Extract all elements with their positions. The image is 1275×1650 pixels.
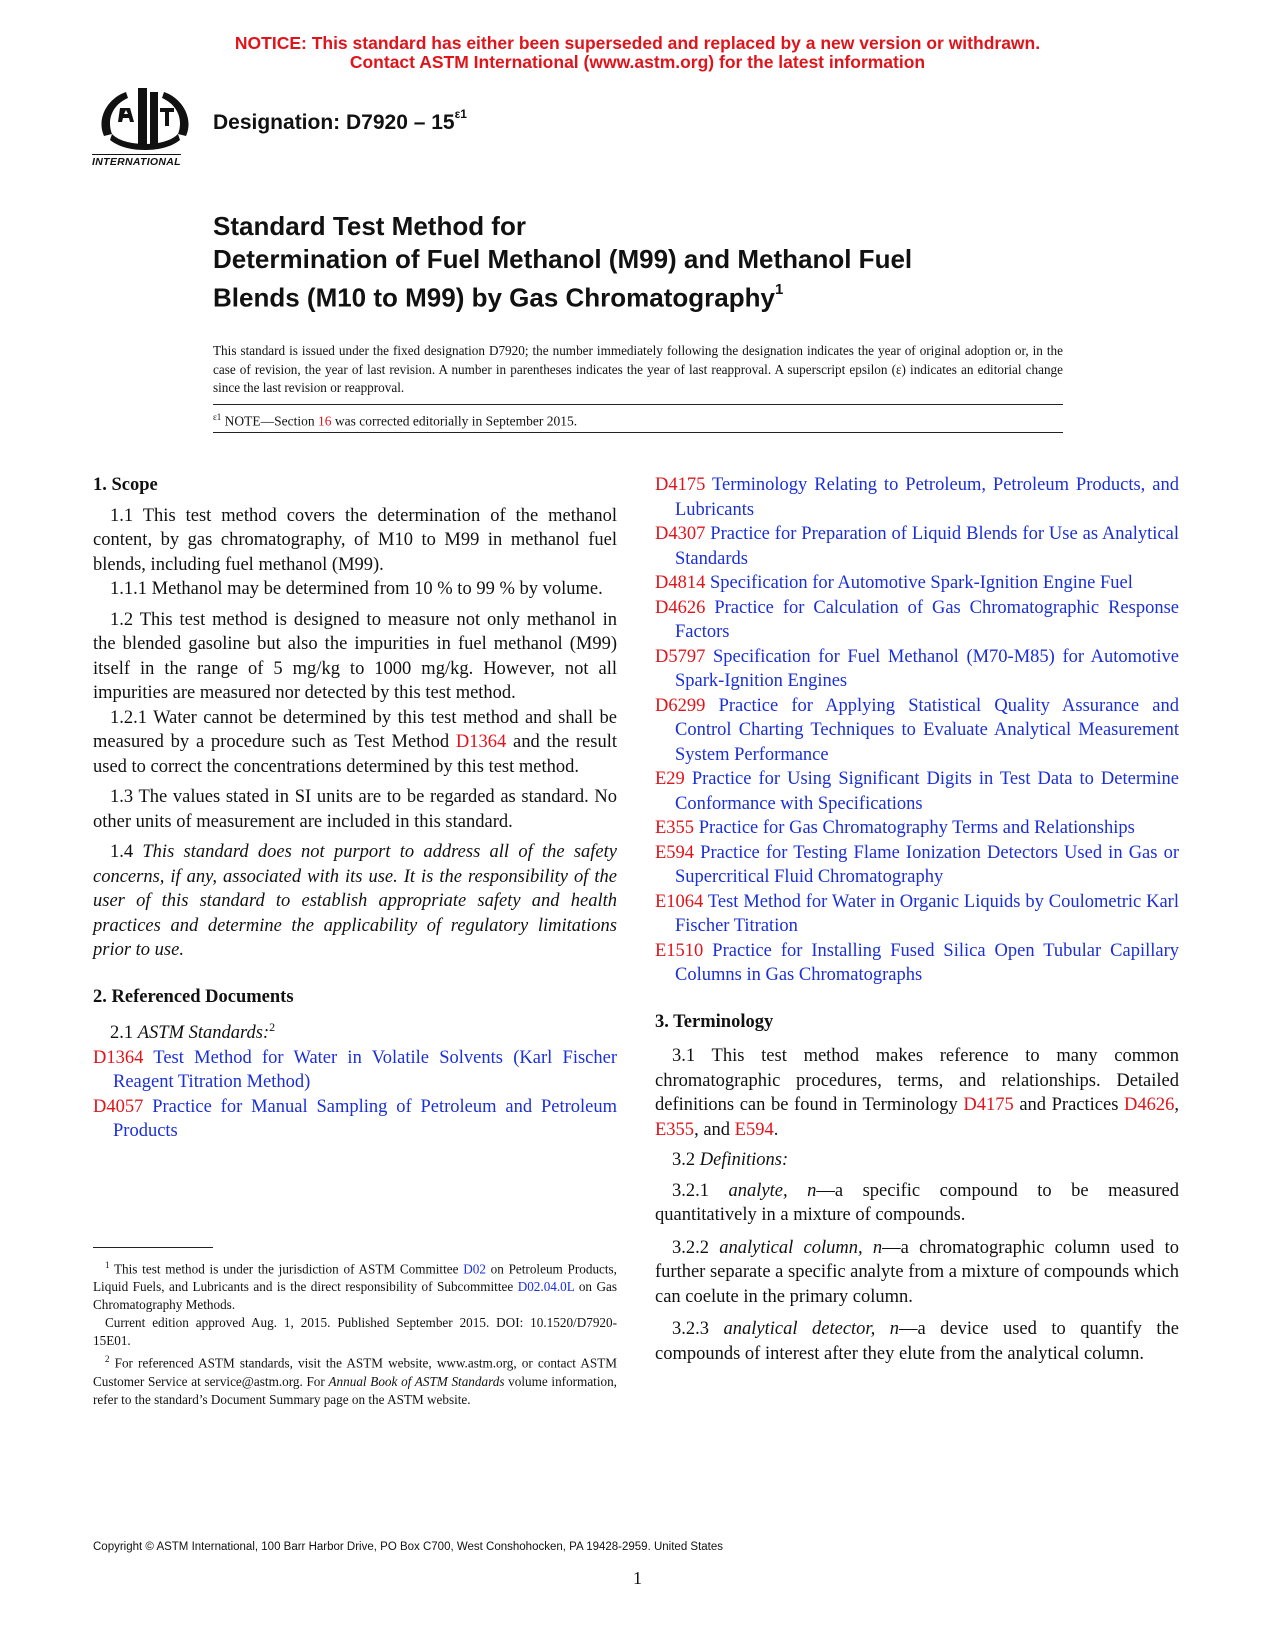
para-3-1-b: and Practices [1013,1095,1124,1115]
para-3-2-3-num: 3.2.3 [672,1319,724,1339]
ref-d4057[interactable] [93,1095,617,1144]
link-d1364[interactable]: D1364 [455,732,507,752]
ref-d4626[interactable] [655,596,1179,645]
para-2-1-footnote: 2 [269,1020,276,1034]
para-3-2-1-def: —a specific compound to be measured quantitatively in a mixture of compounds. [655,1180,1179,1225]
para-1-4-text: This standard does not purport to address all of the safety concerns, if any, associated with its use. It is the responsibility of the user of this standard to establish appropriate safety and health practices and determine the applicability of regulatory limitations prior to use. [93,842,617,960]
para-1-2-1-b: and the result used to correct the concentrations determined by this test method. [93,732,617,777]
footnote-rule [93,1247,213,1248]
footnote-1-c: on Gas Chromatography Methods. [93,1279,617,1313]
para-1-1: 1.1 This test method covers the determination of the methanol content, by gas chromatography, of M10 to M99 in methanol fuel blends, including fuel methanol (M99). [93,505,617,575]
rule-bottom [213,432,1063,433]
para-1-3: 1.3 The values stated in SI units are to be regarded as standard. No other units of measurement are included in this standard. [93,787,617,832]
section-3-heading: 3. Terminology [655,1011,774,1032]
ref-d4814[interactable] [655,571,1179,596]
right-column [655,473,1179,1366]
ref-title: Practice for Installing Fused Silica Open Tubular Capillary Columns in Gas Chromatographs [675,940,1179,985]
para-3-2-1 [655,1179,1179,1228]
para-3-2-num: 3.2 [672,1150,700,1170]
logo-text: INTERNATIONAL [92,156,181,168]
section-1-heading: 1. Scope [93,475,158,495]
para-3-1 [655,1044,1179,1142]
ref-title: Practice for Using Significant Digits in Test Data to Determine Conformance with Specifications [675,769,1179,814]
section-2-heading: 2. Referenced Documents [93,986,294,1007]
title-line-3 [213,276,783,315]
para-3-1-d: , and [694,1119,735,1140]
para-3-2-3 [655,1317,1179,1366]
link-d02-04-0l[interactable]: D02.04.0L [517,1279,575,1295]
ref-d1364[interactable] [93,1046,617,1095]
title-line-2: Determination of Fuel Methanol (M99) and Methanol Fuel [213,244,913,274]
ref-title: Practice for Applying Statistical Quality Assurance and Control Charting Techniques to Evaluate Analytical Measurement System Performance [675,695,1179,765]
ref-code: E594 [655,842,695,863]
ref-code: D6299 [655,695,706,716]
designation-superscript: ε1 [454,107,467,121]
para-3-2-2-num: 3.2.2 [672,1237,720,1258]
ref-d4307[interactable] [655,522,1179,571]
page-number: 1 [633,1568,642,1588]
ref-code: E29 [655,769,685,789]
title-footnote-mark: 1 [774,281,784,298]
link-e594[interactable]: E594 [734,1119,774,1140]
ref-code: D1364 [93,1047,144,1068]
para-3-2-1-num: 3.2.1 [672,1180,729,1201]
para-3-2-2 [655,1236,1179,1310]
left-column [93,473,617,1144]
ref-code: D4626 [655,597,706,618]
ref-e1064[interactable] [655,890,1179,939]
copyright-footer: Copyright © ASTM International, 100 Barr Harbor Drive, PO Box C700, West Conshohocken, PA 19428-2959. United States [93,1541,724,1553]
ref-title: Practice for Gas Chromatography Terms and Relationships [694,818,1135,838]
ref-title: Specification for Automotive Spark-Ignition Engine Fuel [705,573,1133,593]
ref-d6299[interactable] [655,694,1179,768]
para-1-1-1: 1.1.1 Methanol may be determined from 10 % to 99 % by volume. [110,579,603,599]
footnote-1-a: This test method is under the jurisdiction of ASTM Committee [109,1261,464,1277]
footnote-2-mark: 2 [105,1354,110,1365]
footnote-1-edition: Current edition approved Aug. 1, 2015. Published September 2015. DOI: 10.1520/D7920-15E01. [93,1315,617,1349]
ref-code: E355 [655,818,695,838]
ref-code: D5797 [655,646,706,667]
para-1-2: 1.2 This test method is designed to measure not only methanol in the blended gasoline but also the impurities in fuel methanol (M99) itself in the range of 5 mg/kg to 1000 mg/kg. However, not all impurities are measured nor detected by this test method. [93,609,617,703]
ref-title: Practice for Calculation of Gas Chromatographic Response Factors [675,597,1179,642]
ref-e355[interactable] [655,816,1179,841]
section-16-link[interactable]: 16 [318,413,332,429]
ref-d4175[interactable] [655,473,1179,522]
ref-d5797[interactable] [655,645,1179,694]
notice-line-1: NOTICE: This standard has either been superseded and replaced by a new version or withdrawn. [234,33,1041,53]
footnotes [93,1256,617,1409]
ref-e29[interactable] [655,767,1179,816]
ref-title: Specification for Fuel Methanol (M70-M85) for Automotive Spark-Ignition Engines [675,646,1179,691]
ref-e594[interactable] [655,841,1179,890]
editorial-note-before: NOTE—Section [221,413,319,429]
footnote-1-mark: 1 [105,1260,110,1270]
astm-logo [90,78,200,174]
para-2-1 [93,1015,617,1046]
para-3-2-1-term: analyte, n [728,1180,817,1201]
designation-label: Designation: D7920 – 15 [213,111,455,134]
standard-issue-statement: This standard is issued under the fixed designation D7920; the number immediately following the designation indicates the year of original adoption or, in the case of revision, the year of last revision. A number in parentheses indicates the year of last reapproval. A superscript epsilon (ε) indicates an editorial change since the last revision or reapproval. [213,343,1063,395]
para-3-1-c: , [1174,1095,1179,1115]
para-3-1-e: . [773,1119,779,1140]
para-2-1-text: ASTM Standards: [137,1023,270,1044]
title-line-1: Standard Test Method for [213,211,526,241]
para-1-2-1-a: 1.2.1 Water cannot be determined by this test method and shall be measured by a procedure such as Test Method [93,707,617,752]
ref-title: Practice for Testing Flame Ionization Detectors Used in Gas or Supercritical Fluid Chromatography [675,842,1179,887]
footnote-1 [93,1256,617,1314]
notice-line-2: Contact ASTM International (www.astm.org) for the latest information [349,52,926,72]
editorial-note-after: was corrected editorially in September 2015. [331,413,578,429]
link-d02[interactable]: D02 [463,1261,486,1277]
para-3-2-text: Definitions: [699,1150,789,1170]
ref-code: D4307 [655,524,706,544]
para-3-2 [655,1148,1179,1173]
editorial-note-epsilon: ε1 [213,412,222,422]
link-d4626[interactable]: D4626 [1124,1095,1175,1115]
ref-title: Test Method for Water in Organic Liquids by Coulometric Karl Fischer Titration [675,891,1179,936]
link-d4175[interactable]: D4175 [963,1095,1014,1115]
ref-code: D4057 [93,1096,144,1117]
para-1-4 [93,840,617,963]
ref-title: Test Method for Water in Volatile Solvents (Karl Fischer Reagent Titration Method) [113,1047,617,1093]
title-line-3-text: Blends (M10 to M99) by Gas Chromatography [213,282,775,313]
designation [213,107,467,135]
footnote-2 [93,1350,617,1408]
para-3-1-a: 3.1 This test method makes reference to many common chromatographic procedures, terms, and relationships. Detailed definitions can be found in Terminology [655,1046,1179,1115]
para-2-1-num: 2.1 [110,1023,138,1044]
footnote-1-b: on Petroleum Products, Liquid Fuels, and Lubricants and is the direct responsibility of Subcommittee [93,1261,617,1295]
ref-title: Terminology Relating to Petroleum, Petroleum Products, and Lubricants [675,475,1179,520]
para-3-2-3-def: —a device used to quantify the compounds of interest after they elute from the analytical column. [655,1319,1180,1364]
ref-code: D4814 [655,573,706,593]
footnote-2-italic: Annual Book of ASTM Standards [328,1373,505,1389]
rule-top [213,404,1063,405]
footnote-2-a: For referenced ASTM standards, visit the ASTM website, www.astm.org, or contact ASTM Customer Service at service@astm.org. For [93,1355,617,1389]
para-3-2-2-def: —a chromatographic column used to further separate a specific analyte from a mixture of compounds which can coelute in the primary column. [655,1237,1179,1307]
editorial-note [213,412,577,430]
ref-title: Practice for Preparation of Liquid Blends for Use as Analytical Standards [675,524,1179,569]
footnote-2-b: volume information, refer to the standard’s Document Summary page on the ASTM website. [93,1373,617,1407]
ref-code: E1510 [655,940,704,961]
para-3-2-3-term: analytical detector, n [723,1319,899,1339]
para-1-4-num: 1.4 [110,842,143,862]
para-3-2-2-term: analytical column, n [719,1237,883,1258]
ref-e1510[interactable] [655,939,1179,988]
ref-code: D4175 [655,475,706,495]
ref-code: E1064 [655,891,704,912]
para-1-2-1 [93,706,617,780]
ref-title: Practice for Manual Sampling of Petroleum and Petroleum Products [113,1096,617,1142]
link-e355[interactable]: E355 [655,1119,695,1140]
